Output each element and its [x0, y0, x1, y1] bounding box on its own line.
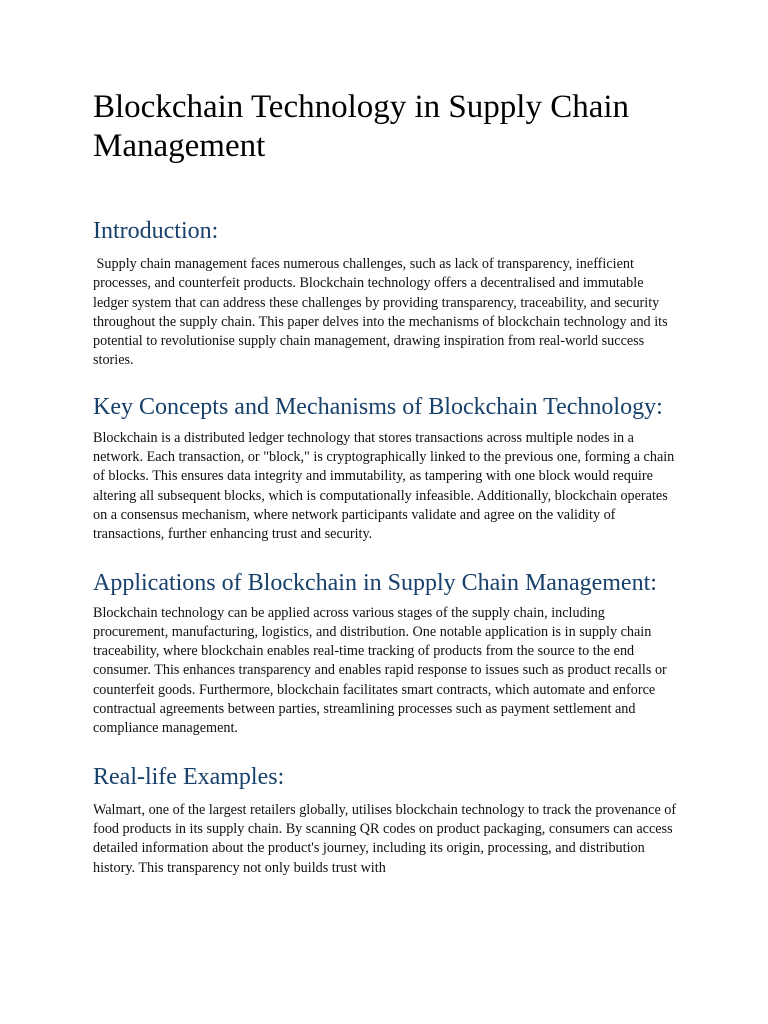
document-title: Blockchain Technology in Supply Chain Management: [93, 89, 630, 164]
section-heading-introduction: Introduction:: [93, 218, 219, 244]
section-heading-key-concepts: Key Concepts and Mechanisms of Blockchain Technology:: [93, 393, 663, 420]
section-heading-real-life-examples: Real-life Examples:: [93, 763, 285, 790]
section-body-real-life-examples: Walmart, one of the largest retailers globally, utilises blockchain technology to track the provenance of food products in its supply chain. By scanning QR codes on product packaging, consumers can access detailed information about the product's journey, including its origin, processing, and distribution history. This transparency not only builds trust with: [93, 801, 677, 876]
section-real-life-examples: [93, 761, 678, 878]
section-body-introduction: Supply chain management faces numerous challenges, such as lack of transparency, inefficient processes, and counterfeit products. Blockchain technology offers a decentralised and immutable ledger system that can address these challenges by providing transparency, traceability, and security throughout the supply chain. This paper delves into the mechanisms of blockchain technology and its potential to revolutionise supply chain management, drawing inspiration from real-world success stories.: [93, 256, 672, 369]
section-key-concepts: [93, 391, 678, 545]
section-body-key-concepts: Blockchain is a distributed ledger technology that stores transactions across multiple nodes in a network. Each transaction, or "block," is cryptographically linked to the previous one, forming a chain of blocks. This ensures data integrity and immutability, as tampering with one block would require altering all subsequent blocks, which is computationally infeasible. Additionally, blockchain operates on a consensus mechanism, where network participants validate and agree on the validity of transactions, further enhancing trust and security.: [93, 429, 675, 543]
document-page: [93, 88, 678, 878]
section-applications: [93, 567, 678, 739]
section-heading-applications: Applications of Blockchain in Supply Chain Management:: [93, 569, 657, 596]
section-introduction: [93, 215, 678, 371]
section-body-applications: Blockchain technology can be applied across various stages of the supply chain, including procurement, manufacturing, logistics, and distribution. One notable application is in supply chain traceability, where blockchain enables real-time tracking of products from the source to the end consumer. This enhances transparency and enables rapid response to issues such as product recalls or counterfeit goods. Furthermore, blockchain facilitates smart contracts, which automate and enforce contractual agreements between parties, streamlining processes such as payment settlement and compliance management.: [93, 604, 667, 737]
